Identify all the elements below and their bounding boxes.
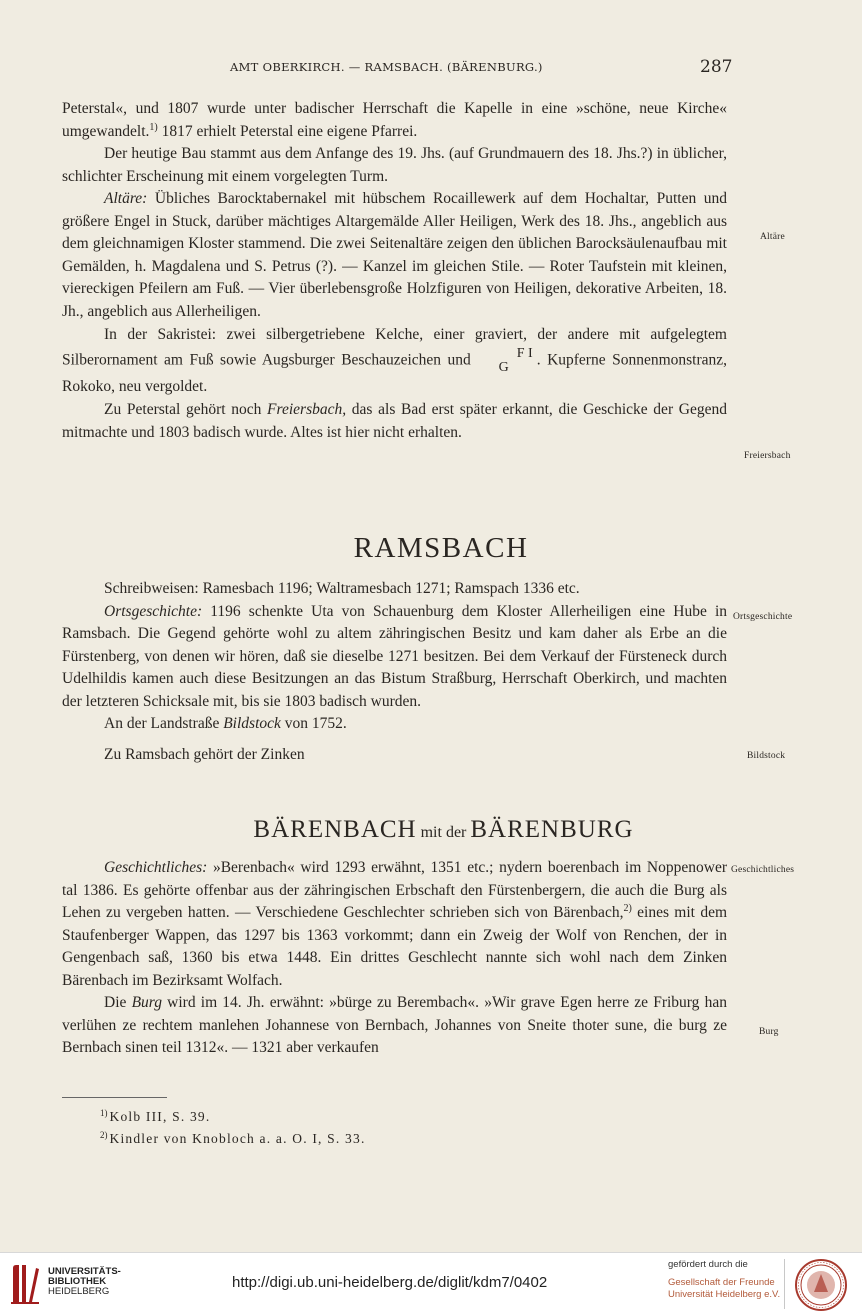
margin-note-burg: Burg xyxy=(759,1027,779,1037)
footnote: $^{2)}$ Kindler von Knobloch a. a. O. I, S. 33. xyxy=(100,1129,366,1146)
margin-note-geschichtliches: Geschichtliches xyxy=(731,865,795,875)
margin-note-freiersbach: Freiersbach xyxy=(744,451,791,461)
paragraph-bildstock: An der Landstraße Bildstock von 1752. xyxy=(104,715,347,732)
footnote-rule xyxy=(62,1097,167,1098)
section-title-ramsbach: RAMSBACH xyxy=(353,532,529,564)
section-title-baerenbach: BÄRENBACH mit der BÄRENBURG xyxy=(253,816,634,843)
paragraph: Peterstal«, und 1807 wurde unter badischer Herrschaft die Kapelle in eine »schöne, neue Kirche« umgewandelt.$^{1)}$ 1817 erhielt Peterstal eine eigene Pfarrei. xyxy=(62,100,727,140)
footnote: $^{1)}$ Kolb III, S. 39. xyxy=(100,1107,211,1124)
paragraph-burg: Die Burg wird im 14. Jh. erwähnt: »bürge zu Berembach«. »Wir grave Egen herre ze Friburg han verlühen ze rechtem manlehen Johannese von Bernbach, Johannes von Sneite thoter sune, die burg ze Bernbach sinen teil 1312«. — 1321 aber verkaufen xyxy=(62,994,727,1056)
paragraph: Schreibweisen: Ramesbach 1196; Waltramesbach 1271; Ramspach 1336 etc. xyxy=(104,580,580,597)
paragraph: Der heutige Bau stammt aus dem Anfange des 19. Jhs. (auf Grundmauern des 18. Jhs.?) in üblicher, schlichter Erscheinung mit einem vorgelegten Turm. xyxy=(62,145,727,185)
footer-divider xyxy=(784,1259,785,1309)
rubric: Altäre: xyxy=(104,190,148,207)
text-block-peterstal xyxy=(62,98,727,444)
paragraph-sakristei: In der Sakristei: zwei silbergetriebene Kelche, einer graviert, der andere mit aufgelegtem Silberornament am Fuß sowie Augsburger Beschauzeichen und F I G . Kupferne Sonnenmonstranz, Rokoko, neu vergoldet. xyxy=(62,326,728,395)
paragraph-geschichtliches: Geschichtliches: »Berenbach« wird 1293 erwähnt, 1351 etc.; nydern boerenbach im Noppenower tal 1386. Es gehörte offenbar aus der zähringischen Erbschaft den Fürstenbergern, die auch die Burg als Lehen zu vergeben hatten. — Verschiedene Geschlechter schrieben sich von Bärenbach,$^{2)}$ eines mit dem Staufenberger Wappen, das 1297 bis 1363 vorkommt; dann ein Zweig der Wolf von Renchen, der in Gengenbach saß, 1360 bis etwa 1448. Ein drittes Geschlecht nannte sich wohl nach dem Zinken Bärenbach im Bezirksamt Wolfach. xyxy=(62,859,727,989)
sponsor-name[interactable]: Gesellschaft der Freunde Universität Heidelberg e.V. xyxy=(668,1277,781,1300)
page-number: 287 xyxy=(700,57,733,77)
running-title: AMT OBERKIRCH. — RAMSBACH. (BÄRENBURG.) xyxy=(230,60,543,74)
footnotes xyxy=(100,1106,366,1150)
sponsor-label: gefördert durch die xyxy=(668,1259,748,1270)
text-block-ramsbach xyxy=(62,578,727,766)
permalink-url[interactable]: http://digi.ub.uni-heidelberg.de/diglit/kdm7/0402 xyxy=(232,1274,548,1291)
beschauzeichen-mark: F I G xyxy=(498,346,533,375)
library-name[interactable]: UNIVERSITÄTS- BIBLIOTHEK HEIDELBERG xyxy=(48,1266,121,1297)
margin-note-bildstock: Bildstock xyxy=(747,751,786,761)
paragraph-altaere: Altäre: Übliches Barocktabernakel mit hübschem Rocaillewerk auf dem Hochaltar, Putten und größere Engel in Stuck, darüber mächtiges Altargemälde Aller Heiligen, Werk des 18. Jhs., angeblich aus dem gleichnamigen Kloster stammend. Die zwei Seitenaltäre zeigen den üblichen Barocksäulenaufbau mit Gemälden, h. Magdalena und S. Petrus (?). — Kanzel im gleichen Stile. — Roter Taufstein mit kleinen, viereckigen Pfeilern am Fuß. — Vier überlebensgroße Holzfiguren von Heiligen, dekorative Arbeiten, 18. Jh., angeblich aus Allerheiligen. xyxy=(62,190,727,320)
margin-note-ortsgeschichte: Ortsgeschichte xyxy=(733,612,793,622)
rubric: Ortsgeschichte: xyxy=(104,602,203,620)
university-seal-icon[interactable] xyxy=(794,1258,848,1312)
paragraph: Zu Ramsbach gehört der Zinken xyxy=(104,745,305,763)
text-block-baerenbach xyxy=(62,857,727,1060)
viewer-footer xyxy=(0,1252,862,1316)
university-library-logo-icon[interactable] xyxy=(9,1262,41,1306)
rubric: Geschichtliches: xyxy=(104,859,208,876)
paragraph-freiersbach: Zu Peterstal gehört noch Freiersbach, das als Bad erst später erkannt, die Geschicke der Gegend mitmachte und 1803 badisch wurde. Altes ist hier nicht erhalten. xyxy=(62,401,727,441)
margin-note-altaere: Altäre xyxy=(760,232,785,242)
paragraph-ortsgeschichte: Ortsgeschichte: 1196 schenkte Uta von Schauenburg dem Kloster Allerheiligen eine Hube in Ramsbach. Die Gegend gehörte wohl zu altem zähringischen Besitz und kam daher als Erbe an die Fürstenberg, von denen wir hören, daß sie dieselbe 1271 besitzen. Bei dem Verkauf der Fürsteneck durch Udelhildis kamen auch diese Besitzungen an das Bistum Straßburg, Herrschaft Oberkirch, und machten der letzteren Schicksale mit, bis sie 1803 badisch wurden. xyxy=(62,602,727,710)
